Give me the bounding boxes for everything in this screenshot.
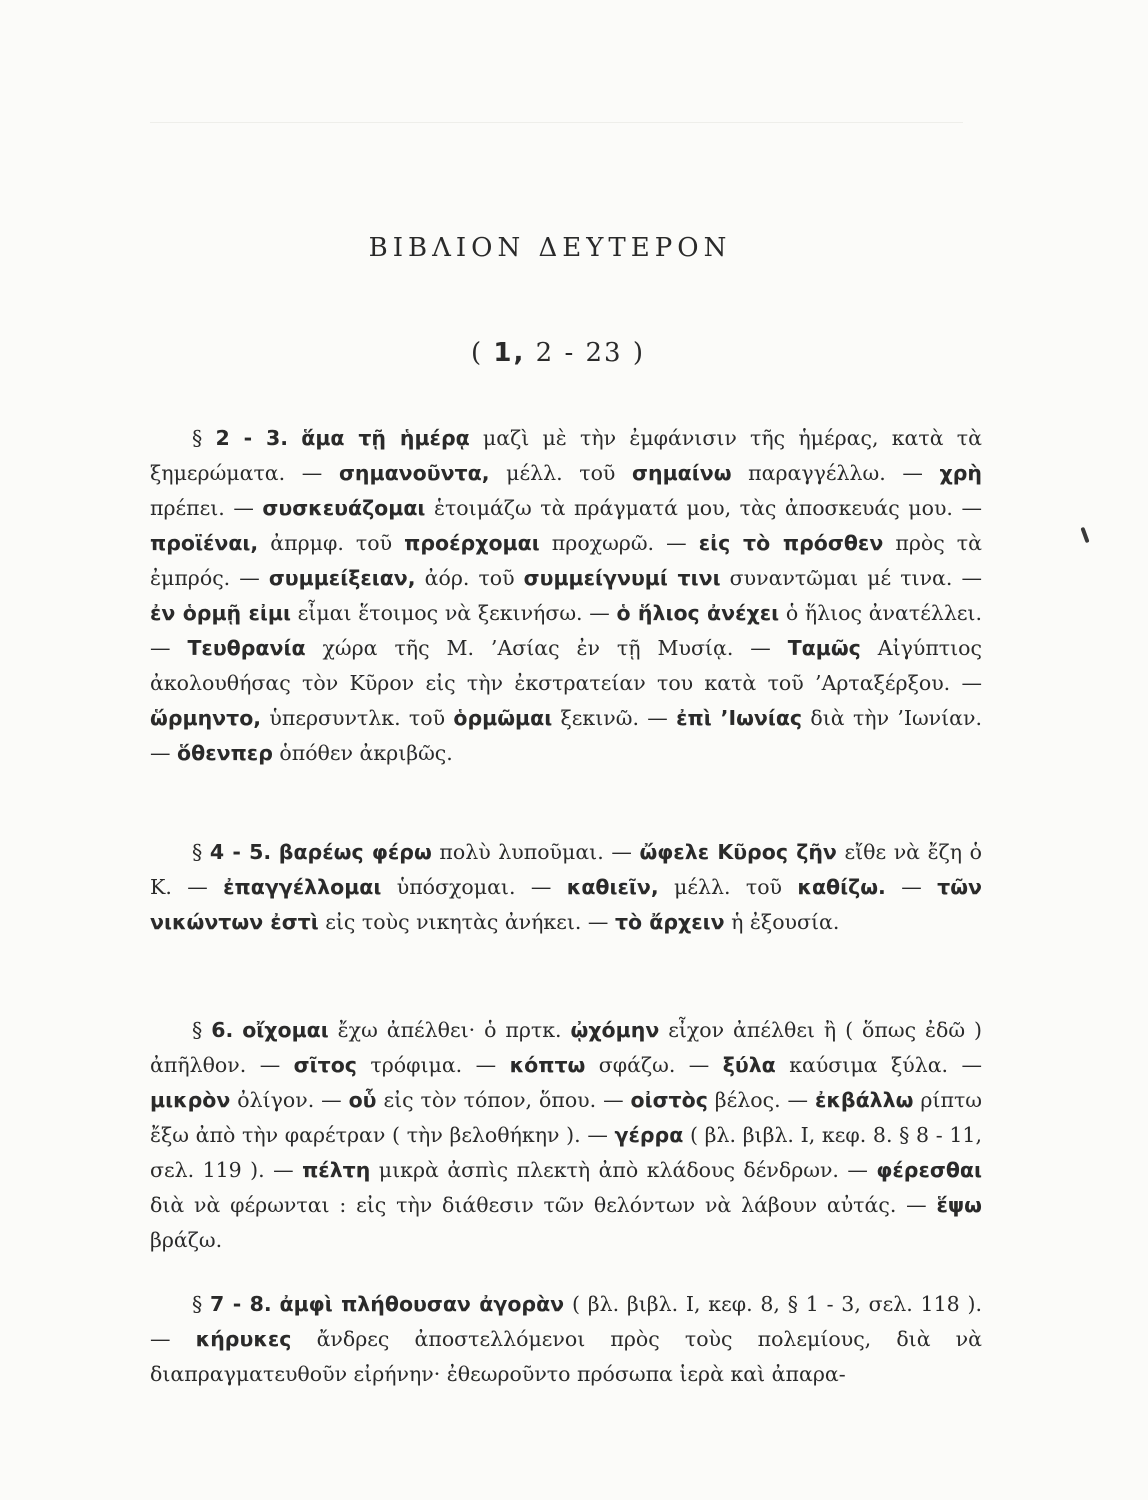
lemma-term: 7 - 8. [210,1292,272,1316]
lemma-term: ᾠχόμην [570,1018,660,1042]
show-through-header [150,100,963,123]
gloss-text: ἡ ἐξουσία. [724,910,840,934]
gloss-text: πρέπει. — [150,496,263,520]
lemma-term: ὁρμῶμαι [453,706,553,730]
lemma-term: εἰς τὸ πρόσθεν [698,531,884,555]
lemma-term: συμμείγνυμί τινι [523,566,721,590]
lemma-term: συμμείξειαν, [268,566,416,590]
gloss-text: § [192,1292,211,1316]
gloss-text: ξεκινῶ. — [552,706,677,730]
gloss-text: § [192,426,216,450]
gloss-text: ὀλίγον. — [230,1088,349,1112]
gloss-text: ὁπόθεν ἀκριβῶς. [272,741,453,765]
lemma-term: οἴχομαι [242,1018,329,1042]
lemma-term: βαρέως φέρω [278,840,432,864]
gloss-text: Αἰγύπτιος ἀκολουθήσας τὸν Κῦρον εἰς τὴν ἐκστρατείαν του κατὰ τοῦ ’Αρταξέρξου. — [150,636,982,695]
commentary-paragraph-4-5 [150,835,982,940]
gloss-text: ( βλ. βιβλ. Ι, κεφ. 8. § 8 - 11, σελ. 119 ). — [150,1123,982,1182]
gloss-text: συναντῶμαι μέ τινα. — [720,566,982,590]
lemma-term: χρὴ [939,461,983,485]
gloss-text: ἑτοιμάζω τὰ πράγματά μου, τὰς ἀποσκευάς μου. — [425,496,982,520]
lemma-term: ὥρμηντο, [150,706,262,730]
gloss-text: ( βλ. βιβλ. Ι, κεφ. 8, § 1 - 3, σελ. 118 ). — [150,1292,982,1351]
ink-speck [1080,527,1089,543]
gloss-text: εἶχον ἀπέλθει ἢ ( ὅπως ἐδῶ ) ἀπῆλθον. — [150,1018,982,1077]
lemma-term: πέλτη [302,1158,371,1182]
gloss-text: σφάζω. — [585,1053,723,1077]
gloss-text: ὑπερσυντλκ. τοῦ [261,706,454,730]
gloss-text: βέλος. — [707,1088,815,1112]
lemma-term: 6. [211,1018,234,1042]
gloss-text: καύσιμα ξύλα. — [775,1053,983,1077]
gloss-text: εἰς τοὺς νικητὰς ἀνήκει. — [318,910,615,934]
lemma-term: φέρεσθαι [876,1158,982,1182]
lemma-term: προέρχομαι [404,531,540,555]
lemma-term: σημανοῦντα, [338,461,490,485]
lemma-term: κήρυκες [195,1327,292,1351]
lemma-term: ὤφελε Κῦρος ζῆν [639,840,837,864]
lemma-term: καθίζω. [797,875,886,899]
gloss-text: § [192,840,210,864]
chapter-number: 1, [493,338,526,368]
lemma-term: τῶν νικώντων ἐστὶ [150,875,982,934]
lemma-term: κόπτω [509,1053,586,1077]
lemma-term: ἐκβάλλω [814,1088,914,1112]
gloss-text [271,840,279,864]
gloss-text: ὑπόσχομαι. — [381,875,567,899]
lemma-term: σῖτος [293,1053,357,1077]
lemma-term: ἐπαγγέλλομαι [223,875,382,899]
gloss-text: ἀόρ. τοῦ [415,566,524,590]
commentary-paragraph-6 [150,1013,982,1258]
chapter-verses: 2 - 23 ) [525,338,645,368]
gloss-text: προχωρῶ. — [539,531,699,555]
lemma-term: ἅμα τῇ ἡμέρᾳ [301,426,470,450]
gloss-text: πολὺ λυποῦμαι. — [431,840,640,864]
lemma-term: Τευθρανία [187,636,306,660]
commentary-paragraph-7-8 [150,1287,982,1392]
lemma-term: ἕψω [936,1193,982,1217]
lemma-term: συσκευάζομαι [262,496,426,520]
gloss-text: ὁ ἥλιος ἀνατέλλει. — [150,601,982,660]
lemma-term: τὸ ἄρχειν [614,910,725,934]
lemma-term: προϊέναι, [150,531,259,555]
lemma-term: οἰστὸς [630,1088,708,1112]
book-title: ΒΙΒΛΙΟΝ ΔΕΥΤΕΡΟΝ [368,233,732,263]
gloss-text: τρόφιμα. — [356,1053,510,1077]
lemma-term: σημαίνω [632,461,732,485]
gloss-text [288,426,301,450]
chapter-prefix: ( [470,338,494,368]
lemma-term: ἐν ὁρμῇ εἰμι [150,601,291,625]
gloss-text: μικρὰ ἀσπὶς πλεκτὴ ἀπὸ κλάδους δένδρων. — [370,1158,877,1182]
gloss-text: § [192,1018,212,1042]
lemma-term: γέρρα [614,1123,684,1147]
lemma-term: ἐπὶ ’Ιωνίας [676,706,803,730]
lemma-term: Ταμῶς [787,636,861,660]
gloss-text: παραγγέλλω. — [731,461,940,485]
gloss-text: — [885,875,938,899]
gloss-text: βράζω. [150,1228,223,1252]
gloss-text: πρὸς τὰ ἐμπρός. — [150,531,982,590]
lemma-term: καθιεῖν, [566,875,659,899]
lemma-term: οὗ [348,1088,377,1112]
gloss-text: μέλλ. τοῦ [658,875,798,899]
gloss-text: εἴθε νὰ ἔζη ὁ Κ. — [150,840,982,899]
lemma-term: μικρὸν [150,1088,231,1112]
gloss-text: ἔχω ἀπέλθει· ὁ πρτκ. [328,1018,571,1042]
gloss-text: ἄνδρες ἀποστελλόμενοι πρὸς τοὺς πολεμίους, διὰ νὰ διαπραγματευθοῦν εἰρήνην· ἐθεωροῦντο πρόσωπα ἱερὰ καὶ ἀπαρα- [150,1327,982,1386]
gloss-text: χώρα τῆς Μ. ’Ασίας ἐν τῇ Μυσίᾳ. — [305,636,788,660]
gloss-text [233,1018,242,1042]
commentary-paragraph-2-3 [150,421,982,771]
gloss-text: μέλλ. τοῦ [489,461,633,485]
gloss-text: ρίπτω ἔξω ἀπὸ τὴν φαρέτραν ( τὴν βελοθήκην ). — [150,1088,983,1147]
chapter-range [0,338,1116,368]
gloss-text: μαζὶ μὲ τὴν ἐμφάνισιν τῆς ἡμέρας, κατὰ τὰ ξημερώματα. — [150,426,982,485]
gloss-text: εἰς τὸν τόπον, ὅπου. — [376,1088,631,1112]
gloss-text: εἶμαι ἕτοιμος νὰ ξεκινήσω. — [290,601,617,625]
lemma-term: ξύλα [722,1053,776,1077]
lemma-term: 2 - 3. [215,426,288,450]
lemma-term: 4 - 5. [209,840,272,864]
gloss-text: ἀπρμφ. τοῦ [258,531,405,555]
gloss-text: διὰ νὰ φέρωνται : εἰς τὴν διάθεσιν τῶν θελόντων νὰ λάβουν αὐτάς. — [150,1193,937,1217]
lemma-term: ἀμφὶ πλήθουσαν ἀγορὰν [279,1292,565,1316]
lemma-term: ὁ ἥλιος ἀνέχει [616,601,780,625]
lemma-term: ὅθενπερ [177,741,273,765]
gloss-text: διὰ τὴν ’Ιωνίαν. — [150,706,982,765]
